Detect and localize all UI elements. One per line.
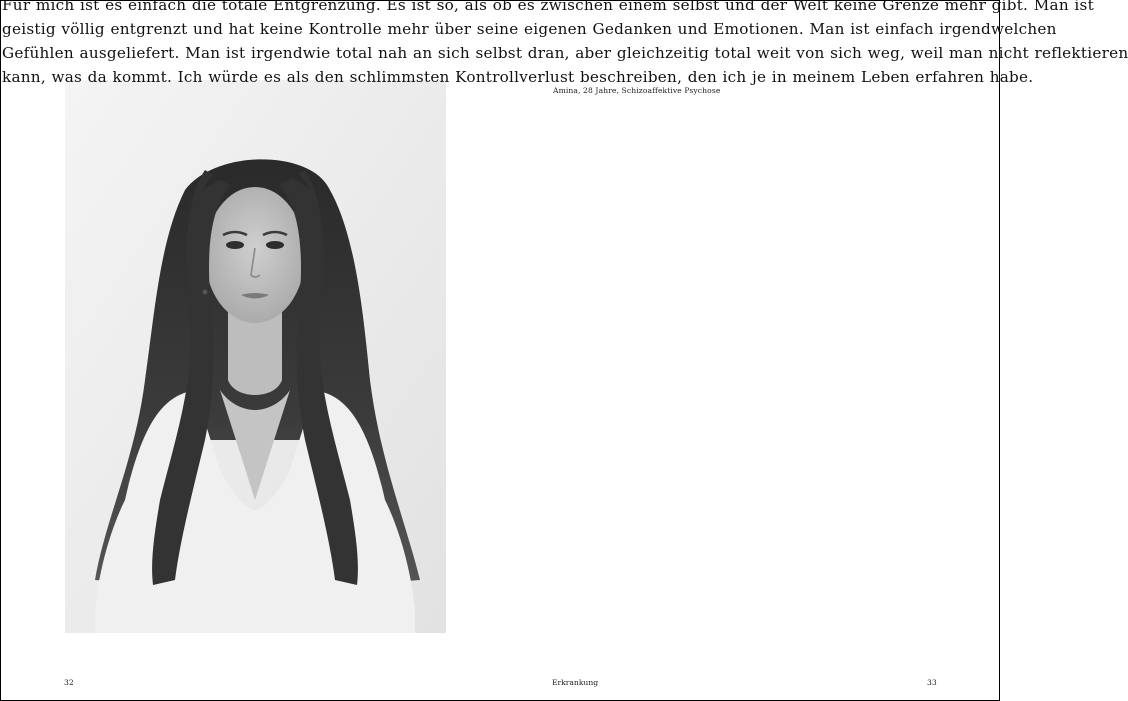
page-number-left: 32 [64, 678, 74, 687]
quote-line: geistig völlig entgrenzt und hat keine Kontrolle mehr über seine eigenen Gedanken und Emotionen. Man ist einfach irgendwelchen [2, 20, 1057, 38]
quote-line: Für mich ist es einfach die totale Entgrenzung. Es ist so, als ob es zwischen einem selbst und der Welt keine Grenze mehr gibt. Man ist [2, 0, 1094, 14]
quote-line: kann, was da kommt. Ich würde es als den schlimmsten Kontrollverlust beschreiben, den ich je in meinem Leben erfahren habe. [2, 68, 1034, 86]
portrait-photo [65, 80, 446, 633]
quote-line: Gefühlen ausgeliefert. Man ist irgendwie total nah an sich selbst dran, aber gleichzeitig total weit von sich weg, weil man nicht reflektieren [2, 44, 1128, 62]
quote-attribution: Amina, 28 Jahre, Schizoaffektive Psychose [553, 86, 721, 95]
quote-text [2, 0, 1128, 89]
section-title: Erkrankung [552, 678, 599, 687]
page-number-right: 33 [927, 678, 937, 687]
